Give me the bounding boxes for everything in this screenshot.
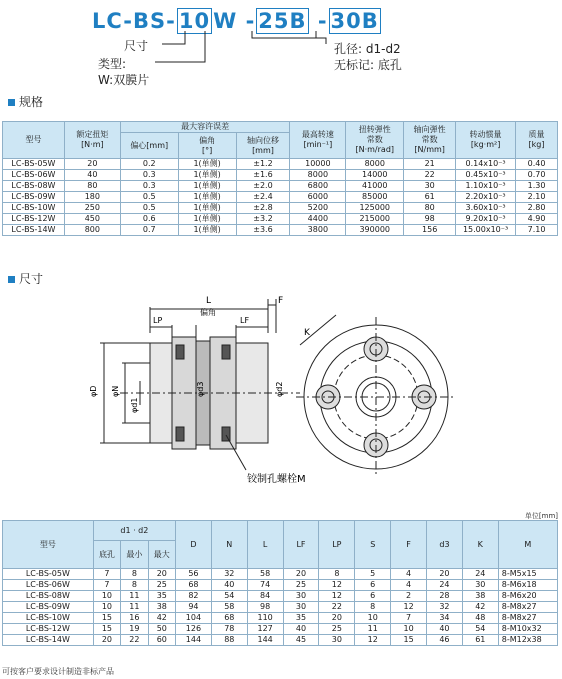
spec-table-cell: 1(单侧) (178, 159, 236, 170)
footnote: 可按客户要求设计制造非标产品 (2, 667, 114, 676)
spec-table-cell: 0.70 (516, 170, 558, 181)
spec-table-row (3, 159, 558, 170)
code-sep-1: - (245, 9, 256, 33)
dim-table-cell: 12 (355, 635, 391, 646)
spec-table-cell: ±2.4 (236, 192, 290, 203)
dim-table-cell: 68 (176, 580, 212, 591)
dim-L: L (206, 296, 212, 306)
dim-table (2, 520, 558, 646)
dim-table-cell: 15 (93, 613, 120, 624)
dim-K: K (304, 328, 310, 338)
spec-table-cell: 0.2 (120, 159, 178, 170)
dim-h-d1d2: d1 · d2 (93, 521, 175, 541)
spec-table-cell: 125000 (346, 203, 404, 214)
dim-table-cell: 6 (355, 591, 391, 602)
dim-h-D: D (176, 521, 212, 569)
spec-table-cell: 30 (404, 181, 456, 192)
square-bullet-icon (8, 276, 15, 283)
dim-table-cell: 40 (283, 624, 319, 635)
dim-F: F (278, 296, 284, 306)
spec-table-cell: ±1.6 (236, 170, 290, 181)
dim-h-F: F (391, 521, 427, 569)
dim-table-cell: 7 (93, 569, 120, 580)
spec-table-row (3, 170, 558, 181)
spec-table-cell: 1.30 (516, 181, 558, 192)
dim-table-cell: LC-BS-05W (3, 569, 94, 580)
dim-table-row (3, 602, 558, 613)
dim-table-cell: 88 (211, 635, 247, 646)
dim-table-cell: 144 (247, 635, 283, 646)
spec-h-inertia: 转动惯量 [kg·m²] (456, 122, 516, 159)
dim-table-cell: 8-M8x27 (498, 602, 557, 613)
dim-h-base: 底孔 (93, 541, 120, 569)
dim-table-cell: LC-BS-12W (3, 624, 94, 635)
coupling-drawing (0, 285, 562, 505)
dim-table-cell: 24 (427, 580, 463, 591)
spec-table-cell: 800 (64, 225, 120, 236)
spec-table-cell: 0.45x10⁻³ (456, 170, 516, 181)
dim-table-cell: 38 (462, 591, 498, 602)
spec-table-cell: 1(单侧) (178, 170, 236, 181)
spec-table-cell: 0.3 (120, 181, 178, 192)
dim-phid2: φd2 (275, 381, 284, 397)
code-prefix: LC-BS- (92, 9, 176, 33)
dim-h-S: S (355, 521, 391, 569)
spec-table-cell: 61 (404, 192, 456, 203)
dim-table-cell: 38 (148, 602, 175, 613)
dim-phiD: φD (89, 385, 98, 397)
spec-table-cell: LC-BS-06W (3, 170, 65, 181)
dim-LF: LF (240, 316, 250, 325)
spec-table-cell: LC-BS-10W (3, 203, 65, 214)
dim-table-cell: 61 (462, 635, 498, 646)
dim-table-cell: 8-M6x20 (498, 591, 557, 602)
dim-table-cell: 22 (121, 635, 148, 646)
spec-table-row (3, 203, 558, 214)
spec-table-cell: LC-BS-08W (3, 181, 65, 192)
spec-table-cell: 1(单侧) (178, 203, 236, 214)
dim-table-cell: 22 (319, 602, 355, 613)
no-mark-label: 无标记: 底孔 (334, 58, 402, 72)
dim-table-row (3, 569, 558, 580)
spec-table-cell: ±2.0 (236, 181, 290, 192)
dim-table-cell: 12 (319, 580, 355, 591)
spec-table-cell: 2.10 (516, 192, 558, 203)
dim-phid3: φd3 (196, 381, 205, 397)
code-type: W (213, 9, 238, 33)
spec-table-cell: 98 (404, 214, 456, 225)
dim-section-title: 尺寸 (8, 270, 43, 287)
dim-h-d3: d3 (427, 521, 463, 569)
dim-h-LF: LF (283, 521, 319, 569)
dim-table-cell: 34 (427, 613, 463, 624)
dim-table-row (3, 635, 558, 646)
dim-table-cell: 60 (148, 635, 175, 646)
spec-table-cell: LC-BS-05W (3, 159, 65, 170)
dim-table-row (3, 613, 558, 624)
dim-table-cell: 10 (93, 591, 120, 602)
spec-table-cell: 2.80 (516, 203, 558, 214)
dim-table-cell: 58 (247, 569, 283, 580)
spec-table-cell: ±1.2 (236, 159, 290, 170)
spec-table-cell: 3.60x10⁻³ (456, 203, 516, 214)
spec-table-cell: 0.7 (120, 225, 178, 236)
dim-table-cell: 54 (462, 624, 498, 635)
dim-table-cell: 8-M6x18 (498, 580, 557, 591)
spec-table-cell: 41000 (346, 181, 404, 192)
dim-table-cell: 8 (121, 569, 148, 580)
dim-unit: 单位[mm] (524, 512, 558, 520)
dim-table-cell: 50 (148, 624, 175, 635)
dim-table-cell: 40 (211, 580, 247, 591)
spec-table-cell: 80 (64, 181, 120, 192)
spec-table-cell: ±2.8 (236, 203, 290, 214)
dim-table-cell: 8-M8x27 (498, 613, 557, 624)
dim-table-cell: 20 (93, 635, 120, 646)
spec-table-cell: 180 (64, 192, 120, 203)
dim-h-max: 最大 (148, 541, 175, 569)
dim-table-cell: 8 (319, 569, 355, 580)
spec-table-cell: 8000 (290, 170, 346, 181)
spec-table-cell: 0.5 (120, 203, 178, 214)
spec-h-speed: 最高转速 [min⁻¹] (290, 122, 346, 159)
type-label: 类型: (98, 57, 127, 71)
dim-table-cell: 98 (247, 602, 283, 613)
spec-h-torque: 额定扭矩 [N·m] (64, 122, 120, 159)
code-leader-lines (0, 0, 562, 100)
spec-table-cell: 6000 (290, 192, 346, 203)
spec-h-angle: 偏角 [°] (178, 133, 236, 159)
dim-table-cell: 110 (247, 613, 283, 624)
dim-h-K: K (462, 521, 498, 569)
spec-table-cell: 21 (404, 159, 456, 170)
spec-h-mass: 质量 [kg] (516, 122, 558, 159)
dim-table-cell: 16 (121, 613, 148, 624)
dim-table-cell: 94 (176, 602, 212, 613)
spec-table-cell: 7.10 (516, 225, 558, 236)
dim-table-cell: 42 (148, 613, 175, 624)
dim-table-cell: 24 (462, 569, 498, 580)
spec-table (2, 121, 558, 236)
dim-table-cell: LC-BS-14W (3, 635, 94, 646)
dim-table-cell: 104 (176, 613, 212, 624)
dim-table-cell: 10 (355, 613, 391, 624)
spec-table-cell: 1(单侧) (178, 214, 236, 225)
spec-table-cell: 15.00x10⁻³ (456, 225, 516, 236)
bolt-label: 铰制孔螺栓M (247, 474, 306, 485)
dim-table-cell: 11 (121, 602, 148, 613)
dim-table-cell: 46 (427, 635, 463, 646)
dim-table-cell: 25 (148, 580, 175, 591)
dim-table-cell: 30 (283, 591, 319, 602)
dim-table-cell: 10 (93, 602, 120, 613)
spec-table-cell: 8000 (346, 159, 404, 170)
dim-table-cell: 25 (319, 624, 355, 635)
dim-table-cell: 35 (283, 613, 319, 624)
spec-table-cell: 156 (404, 225, 456, 236)
code-d2: 30B (330, 9, 379, 33)
dim-phiN: φN (111, 385, 120, 397)
spec-section-title: 规格 (8, 93, 43, 110)
dim-table-cell: 45 (283, 635, 319, 646)
dim-h-LP: LP (319, 521, 355, 569)
spec-table-cell: 85000 (346, 192, 404, 203)
dim-table-cell: 144 (176, 635, 212, 646)
dim-table-cell: 8 (121, 580, 148, 591)
dim-table-cell: 8 (355, 602, 391, 613)
spec-table-row (3, 225, 558, 236)
spec-table-cell: 14000 (346, 170, 404, 181)
spec-table-cell: 10000 (290, 159, 346, 170)
dim-h-M: M (498, 521, 557, 569)
spec-table-row (3, 181, 558, 192)
spec-table-cell: 0.6 (120, 214, 178, 225)
dim-table-cell: 30 (462, 580, 498, 591)
spec-h-model: 型号 (3, 122, 65, 159)
spec-table-cell: 0.40 (516, 159, 558, 170)
spec-table-cell: 4400 (290, 214, 346, 225)
spec-table-cell: 250 (64, 203, 120, 214)
spec-table-cell: 20 (64, 159, 120, 170)
spec-table-cell: 9.20x10⁻³ (456, 214, 516, 225)
dim-table-cell: 30 (319, 635, 355, 646)
spec-h-axial: 轴向位移 [mm] (236, 133, 290, 159)
dim-table-cell: 32 (427, 602, 463, 613)
spec-h-axial-spring: 轴向弹性 常数 [N/mm] (404, 122, 456, 159)
spec-table-cell: 5200 (290, 203, 346, 214)
spec-table-cell: 4.90 (516, 214, 558, 225)
dim-table-cell: 84 (247, 591, 283, 602)
code-sep-2: - (317, 9, 328, 33)
spec-table-cell: 6800 (290, 181, 346, 192)
dim-table-cell: 8-M12x38 (498, 635, 557, 646)
bore-label: 孔径: d1-d2 (334, 42, 401, 56)
dim-table-cell: 7 (93, 580, 120, 591)
dim-h-N: N (211, 521, 247, 569)
dim-table-cell: 56 (176, 569, 212, 580)
dim-table-cell: LC-BS-06W (3, 580, 94, 591)
spec-table-cell: 3800 (290, 225, 346, 236)
dim-table-cell: 20 (319, 613, 355, 624)
spec-h-torsion: 扭转弹性 常数 [N·m/rad] (346, 122, 404, 159)
dim-table-cell: 20 (148, 569, 175, 580)
spec-table-cell: 40 (64, 170, 120, 181)
dim-table-cell: 30 (283, 602, 319, 613)
spec-table-cell: 0.14x10⁻³ (456, 159, 516, 170)
dim-table-cell: 58 (211, 602, 247, 613)
square-bullet-icon (8, 99, 15, 106)
dim-table-cell: 20 (283, 569, 319, 580)
dim-table-cell: 32 (211, 569, 247, 580)
dim-table-cell: 11 (121, 591, 148, 602)
dim-table-cell: 74 (247, 580, 283, 591)
dim-table-cell: 20 (427, 569, 463, 580)
dim-table-cell: 12 (319, 591, 355, 602)
size-label: 尺寸 (124, 39, 149, 53)
dim-table-cell: 126 (176, 624, 212, 635)
code-d1: 25B (258, 9, 307, 33)
dim-table-cell: 7 (391, 613, 427, 624)
spec-table-row (3, 214, 558, 225)
spec-table-cell: 22 (404, 170, 456, 181)
dim-phid1: φd1 (130, 397, 139, 413)
spec-table-cell: 215000 (346, 214, 404, 225)
type-desc: W:双膜片 (98, 73, 150, 87)
dim-table-cell: 82 (176, 591, 212, 602)
spec-table-cell: 1.10x10⁻³ (456, 181, 516, 192)
dim-table-cell: 4 (391, 569, 427, 580)
dim-table-cell: 19 (121, 624, 148, 635)
dim-table-cell: 48 (462, 613, 498, 624)
dim-table-row (3, 591, 558, 602)
dim-table-cell: LC-BS-08W (3, 591, 94, 602)
dim-table-cell: 35 (148, 591, 175, 602)
dim-angle: 偏角 (200, 308, 216, 317)
dim-table-cell: 40 (427, 624, 463, 635)
spec-table-cell: 1(单侧) (178, 192, 236, 203)
spec-h-tolerance: 最大容许误差 (120, 122, 290, 133)
dim-table-cell: 42 (462, 602, 498, 613)
dim-table-cell: 15 (93, 624, 120, 635)
dim-table-cell: LC-BS-10W (3, 613, 94, 624)
dim-table-cell: 6 (355, 580, 391, 591)
spec-table-cell: 450 (64, 214, 120, 225)
spec-table-row (3, 192, 558, 203)
dim-table-cell: 8-M10x32 (498, 624, 557, 635)
dim-table-cell: 25 (283, 580, 319, 591)
dim-table-cell: 8-M5x15 (498, 569, 557, 580)
spec-table-cell: LC-BS-14W (3, 225, 65, 236)
dim-table-cell: 12 (391, 602, 427, 613)
dim-table-cell: 2 (391, 591, 427, 602)
dim-table-cell: 5 (355, 569, 391, 580)
dim-h-model: 型号 (3, 521, 94, 569)
dim-table-cell: 10 (391, 624, 427, 635)
spec-table-cell: 1(单侧) (178, 225, 236, 236)
dim-table-cell: 4 (391, 580, 427, 591)
spec-table-cell: 80 (404, 203, 456, 214)
dim-h-min: 最小 (121, 541, 148, 569)
spec-table-cell: ±3.6 (236, 225, 290, 236)
dim-table-cell: 127 (247, 624, 283, 635)
dim-table-cell: 54 (211, 591, 247, 602)
dim-table-row (3, 580, 558, 591)
dim-table-row (3, 624, 558, 635)
code-size: 10 (178, 9, 211, 33)
spec-table-cell: 2.20x10⁻³ (456, 192, 516, 203)
dim-table-cell: 28 (427, 591, 463, 602)
dim-table-cell: 78 (211, 624, 247, 635)
dim-table-cell: 11 (355, 624, 391, 635)
dim-h-L: L (247, 521, 283, 569)
dim-table-cell: 15 (391, 635, 427, 646)
spec-table-cell: 0.3 (120, 170, 178, 181)
spec-h-eccentric: 偏心[mm] (120, 133, 178, 159)
dim-LP: LP (153, 316, 163, 325)
spec-table-cell: 390000 (346, 225, 404, 236)
spec-table-cell: LC-BS-12W (3, 214, 65, 225)
spec-table-cell: ±3.2 (236, 214, 290, 225)
dim-table-cell: 68 (211, 613, 247, 624)
spec-table-cell: 0.5 (120, 192, 178, 203)
spec-table-cell: 1(单侧) (178, 181, 236, 192)
spec-table-cell: LC-BS-09W (3, 192, 65, 203)
dim-table-cell: LC-BS-09W (3, 602, 94, 613)
